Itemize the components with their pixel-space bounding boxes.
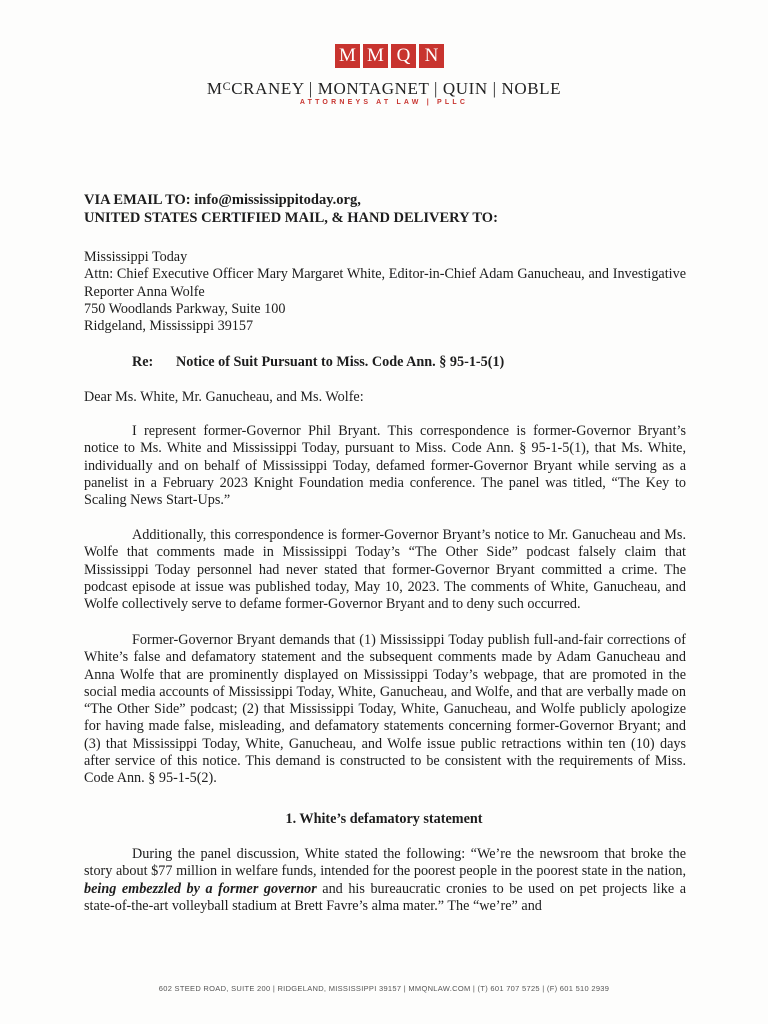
paragraph-4-text-end: and his bureaucratic cronies to be used on pet projects like a state-of-the-art volleyball stadium at Brett Favre’s alma mater.” The “we’re” and [84, 880, 687, 914]
paragraph-4-text: During the panel discussion, White stated the following: “We’re the newsroom that broke the story about $77 million in welfare funds, intended for the poorest people in the poorest state in the nation, [84, 846, 686, 880]
address-line: 750 Woodlands Parkway, Suite 100 [84, 300, 286, 317]
paragraph-3: Former-Governor Bryant demands that (1) Mississippi Today publish full-and-fair corrections of White’s false and defamatory statement and the subsequent comments made by Adam Ganucheau and Anna Wolfe that are prominently displayed on Mississippi Today’s webpage, that are promoted in the social media accounts of Mississippi Today, White, Ganucheau, and Wolfe, and that are verbally made on “The Other Side” podcast; (2) that Mississippi Today, White, Ganucheau, and Wolfe publicly apologize for having made false, misleading, and defamatory statements concerning former-Governor Bryant; and (3) that Mississippi Today, White, Ganucheau, and Wolfe issue public retractions within ten (10) days after service of this notice. This demand is constructed to be consistent with the requirements of Miss. Code Ann. § 95-1-5(2). [84, 632, 686, 787]
paragraph-2: Additionally, this correspondence is former-Governor Bryant’s notice to Mr. Ganucheau and Ms. Wolfe that comments made in Mississippi Today’s “The Other Side” podcast falsely claim that Mississippi Today personnel had never stated that former-Governor Bryant committed a crime. The podcast episode at issue was published today, May 10, 2023. The comments of White, Ganucheau, and Wolfe collectively serve to defame former-Governor Bryant and to deny such occurred. [84, 527, 686, 613]
paragraph-1: I represent former-Governor Phil Bryant. This correspondence is former-Governor Bryant’s notice to Ms. White and Mississippi Today, pursuant to Miss. Code Ann. § 95-1-5(1), that Ms. White, individually and on behalf of Mississippi Today, defamed former-Governor Bryant while serving as a panelist in a February 2023 Knight Foundation media conference. The panel was titled, “The Key to Scaling News Start-Ups.” [84, 423, 686, 509]
firm-name-text: CRANEY | MONTAGNET | QUIN | NOBLE [231, 79, 562, 98]
delivery-line-mail: UNITED STATES CERTIFIED MAIL, & HAND DELIVERY TO: [84, 210, 498, 226]
firm-prefix: M [206, 79, 223, 98]
paragraph-4 [84, 846, 686, 915]
firm-subtitle: ATTORNEYS AT LAW | PLLC [299, 99, 469, 106]
re-subject: Notice of Suit Pursuant to Miss. Code Ann. § 95-1-5(1) [176, 354, 505, 370]
firm-logo [335, 44, 444, 68]
footer-contact: 602 STEED ROAD, SUITE 200 | RIDGELAND, MISSISSIPPI 39157 | MMQNLAW.COM | (T) 601 707 5725 | (F) 601 510 2939 [158, 984, 610, 993]
firm-prefix-small: C [222, 79, 232, 93]
recipient-address [84, 249, 686, 335]
delivery-block [84, 191, 686, 227]
address-line: Ridgeland, Mississippi 39157 [84, 318, 254, 335]
logo-letter: Q [391, 44, 416, 68]
firm-name [0, 79, 768, 99]
logo-letter: M [335, 44, 360, 68]
address-line: Mississippi Today [84, 249, 188, 265]
salutation: Dear Ms. White, Mr. Ganucheau, and Ms. Wolfe: [84, 389, 364, 405]
subject-line [132, 354, 504, 371]
logo-letter: M [363, 44, 388, 68]
paragraph-4-emphasis: being embezzled by a former governor [84, 880, 317, 897]
section-heading: 1. White’s defamatory statement [285, 811, 483, 827]
logo-letter: N [419, 44, 444, 68]
re-label: Re: [132, 354, 154, 370]
address-line: Attn: Chief Executive Officer Mary Margaret White, Editor-in-Chief Adam Ganucheau, and Investigative Reporter Anna Wolfe [84, 266, 686, 300]
delivery-line-email: VIA EMAIL TO: info@mississippitoday.org, [84, 192, 361, 208]
